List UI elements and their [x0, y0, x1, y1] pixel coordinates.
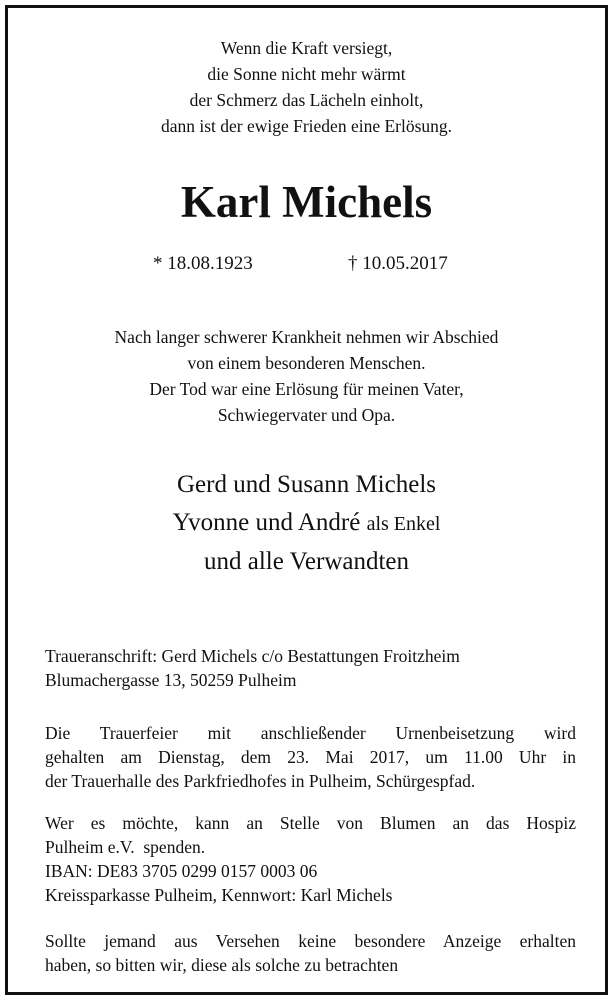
grandchildren-names: Yvonne und André: [172, 509, 361, 536]
deceased-name: Karl Michels: [180, 177, 433, 227]
notice-text: [8, 324, 605, 428]
family-line-2: [8, 504, 605, 543]
family-members: [8, 466, 605, 581]
address-line: Blumachergasse 13, 50259 Pulheim: [45, 670, 297, 690]
family-line-1: Gerd und Susann Michels: [177, 471, 436, 498]
notice-line: Nach langer schwerer Krankheit nehmen wir Abschied: [114, 327, 499, 347]
ceremony-info: [45, 721, 576, 793]
notice-line: Der Tod war eine Erlösung für meinen Vater,: [149, 379, 464, 399]
mourning-address: [45, 644, 576, 692]
poem-line: dann ist der ewige Frieden eine Erlösung.: [160, 116, 453, 136]
ceremony-line: gehalten am Dienstag, dem 23. Mai 2017, um 11.00 Uhr in: [45, 747, 576, 767]
donation-info: [45, 811, 576, 907]
donation-line: Pulheim e.V. spenden.: [45, 837, 206, 857]
closing-line: haben, so bitten wir, diese als solche zu betrachten: [45, 955, 399, 975]
iban: IBAN: DE83 3705 0299 0157 0003 06: [45, 861, 318, 881]
closing-note: [45, 929, 576, 977]
birth-date: * 18.08.1923: [153, 253, 253, 274]
donation-line: Wer es möchte, kann an Stelle von Blumen an das Hospiz: [45, 813, 576, 833]
poem-line: Wenn die Kraft versiegt,: [220, 38, 393, 58]
poem: [8, 35, 605, 139]
ceremony-line: Die Trauerfeier mit anschließender Urnenbeisetzung wird: [45, 723, 576, 743]
notice-line: Schwiegervater und Opa.: [217, 405, 396, 425]
obituary-frame: [5, 5, 608, 995]
closing-line: Sollte jemand aus Versehen keine besondere Anzeige erhalten: [45, 931, 576, 951]
notice-line: von einem besonderen Menschen.: [187, 353, 426, 373]
address-line: Traueranschrift: Gerd Michels c/o Bestattungen Froitzheim: [45, 646, 460, 666]
poem-line: der Schmerz das Lächeln einholt,: [189, 90, 424, 110]
grandchildren-role: als Enkel: [366, 513, 441, 535]
family-line-3: und alle Verwandten: [203, 548, 410, 575]
poem-line: die Sonne nicht mehr wärmt: [207, 64, 406, 84]
ceremony-line: der Trauerhalle des Parkfriedhofes in Pulheim, Schürgespfad.: [45, 771, 476, 791]
death-date: † 10.05.2017: [348, 253, 448, 274]
bank-keyword: Kreissparkasse Pulheim, Kennwort: Karl Michels: [45, 885, 393, 905]
